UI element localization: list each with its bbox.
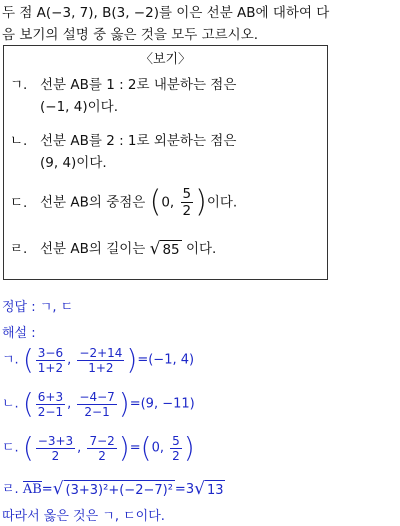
result: =(−1, 4) — [137, 352, 195, 368]
question-line-1: 두 점 A(−3, 7), B(3, −2)를 이은 선분 AB에 대하여 다 — [2, 5, 330, 21]
item-suffix: 이다. — [185, 241, 217, 257]
close-paren: ) — [118, 431, 130, 464]
open-paren: ( — [22, 431, 34, 464]
bogi-item-3 — [10, 186, 237, 219]
separator: , — [77, 440, 82, 456]
bogi-item-4 — [10, 238, 216, 260]
numerator: −3+3 — [37, 433, 74, 448]
item-marker: ㄹ. — [10, 241, 28, 257]
item-text: 선분 AB의 길이는 — [40, 241, 146, 257]
denominator: 1+2 — [37, 360, 64, 375]
item-text-cont: (9, 4)이다. — [40, 155, 107, 171]
item-marker: ㄴ. — [10, 133, 28, 149]
equals: = — [129, 440, 141, 456]
numerator: 6+3 — [37, 389, 64, 404]
numerator: 5 — [182, 186, 192, 202]
bogi-item-1 — [10, 74, 236, 118]
fraction — [77, 390, 116, 419]
solution-line-3 — [2, 433, 195, 463]
fraction — [36, 434, 75, 463]
close-paren: ) — [195, 184, 207, 220]
sol-marker: ㄹ. — [2, 482, 19, 497]
radical-sign: √ — [194, 479, 205, 499]
item-text: 선분 AB를 1 : 2로 내분하는 점은 — [40, 77, 237, 93]
solution-label: 해설 : — [2, 326, 36, 341]
bogi-title: 〈보기〉 — [139, 52, 192, 67]
close-paren: ) — [183, 431, 195, 464]
fraction — [36, 390, 65, 419]
equals: = — [41, 482, 53, 497]
open-paren: ( — [22, 343, 34, 376]
fraction — [87, 434, 116, 463]
item-text: 선분 AB를 2 : 1로 외분하는 점은 — [40, 133, 237, 149]
denominator: 2 — [182, 203, 192, 219]
numerator: 5 — [172, 433, 180, 448]
answer-line — [2, 296, 73, 315]
denominator: 2 — [98, 448, 106, 463]
solution-line-2 — [2, 389, 195, 419]
radical-sign: √ — [149, 238, 161, 259]
radical-sign: √ — [52, 479, 64, 499]
radicand: 13 — [205, 480, 226, 499]
numerator: −4−7 — [79, 389, 115, 404]
numerator: 7−2 — [89, 433, 115, 448]
solution-line-4 — [2, 478, 225, 499]
question — [2, 2, 398, 46]
sol-marker: ㄷ. — [2, 440, 19, 456]
denominator: 2 — [172, 448, 180, 463]
denominator: 1+2 — [88, 360, 114, 375]
item-text: 선분 AB의 중점은 — [40, 194, 146, 211]
separator: , — [67, 352, 72, 368]
denominator: 2−1 — [84, 404, 110, 419]
numerator: 3−6 — [37, 345, 64, 360]
item-marker: ㄷ. — [10, 194, 28, 211]
close-paren: ) — [126, 343, 138, 376]
fraction — [36, 346, 65, 375]
sol-marker: ㄱ. — [2, 352, 19, 368]
bogi-box — [3, 45, 328, 280]
result: =(9, −11) — [129, 396, 195, 412]
close-paren: ) — [118, 387, 130, 420]
solution-line-1 — [2, 345, 194, 375]
fraction — [77, 346, 124, 375]
radicand: (3+3)²+(−2−7)² — [64, 480, 175, 499]
answer-label: 정답 : — [2, 300, 36, 315]
denominator: 2−1 — [37, 404, 64, 419]
question-line-2: 음 보기의 설명 중 옳은 것을 모두 고르시오. — [2, 27, 259, 43]
segment-ab: AB — [22, 482, 42, 497]
fraction — [170, 434, 182, 463]
answer-value: ㄱ, ㄷ — [39, 300, 74, 315]
separator: , — [67, 396, 72, 412]
sqrt-expression — [194, 480, 225, 499]
bogi-item-2 — [10, 130, 236, 174]
item-suffix: 이다. — [206, 194, 238, 211]
item-marker: ㄱ. — [10, 77, 28, 93]
item-text-cont: (−1, 4)이다. — [40, 99, 118, 115]
fraction — [181, 186, 194, 219]
sol-marker: ㄴ. — [2, 396, 19, 412]
open-paren: ( — [149, 184, 162, 220]
sqrt-expression — [150, 240, 182, 259]
coord-x: 0, — [151, 440, 164, 456]
coord-x: 0, — [161, 194, 175, 211]
sqrt-expression — [53, 480, 175, 499]
radicand: 85 — [162, 241, 180, 258]
open-paren: ( — [140, 431, 152, 464]
denominator: 2 — [51, 448, 60, 463]
open-paren: ( — [22, 387, 34, 420]
conclusion: 따라서 옳은 것은 ㄱ, ㄷ이다. — [2, 509, 165, 524]
numerator: −2+14 — [79, 345, 123, 360]
equals-coef: =3 — [174, 482, 195, 497]
